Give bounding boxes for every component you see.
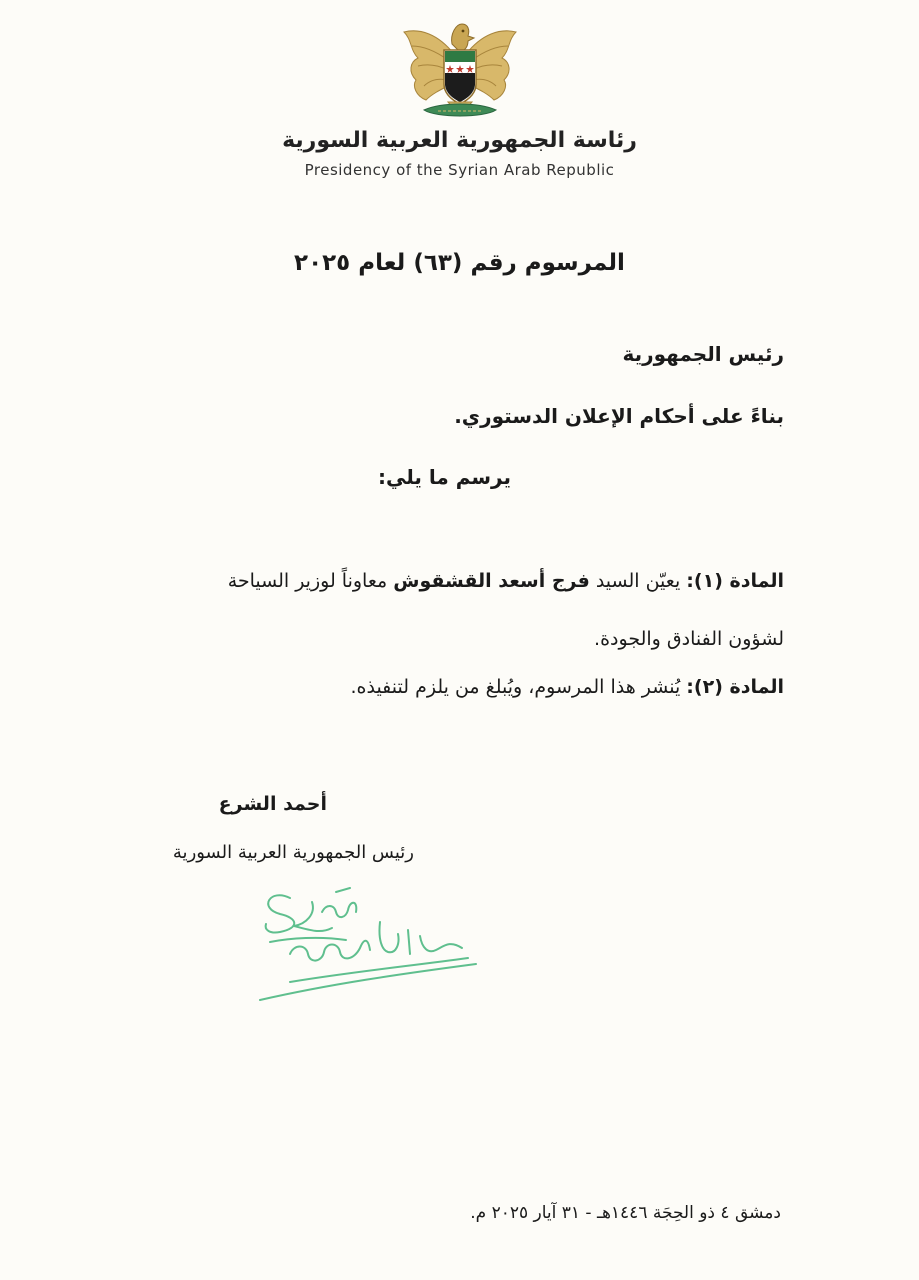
presidency-title-arabic: رئاسة الجمهورية العربية السورية [282,128,637,153]
decree-title: المرسوم رقم (٦٣) لعام ٢٠٢٥ [294,250,625,276]
article-2-text: يُنشر هذا المرسوم، ويُبلغ من يلزم لتنفيذه. [350,676,681,698]
article-1 [179,552,784,668]
article-2-label: المادة (٢): [686,676,784,698]
article-1-text-after: معاوناً لوزير السياحة لشؤون الفنادق والجودة. [227,570,784,650]
article-2 [350,676,784,698]
appointee-name: فرج أسعد القشقوش [393,570,590,592]
handwritten-signature [250,878,480,1008]
signatory-name: أحمد الشرع [218,793,327,815]
presidency-title-english: Presidency of the Syrian Arab Republic [304,161,615,179]
president-heading: رئيس الجمهورية [622,342,784,366]
signatory-title: رئيس الجمهورية العربية السورية [172,842,414,863]
article-1-label: المادة (١): [686,570,784,592]
article-1-text-before: يعيّن السيد [595,570,681,592]
decrees-clause: يرسم ما يلي: [377,465,511,489]
issue-date: دمشق ٤ ذو الحِجَة ١٤٤٦هـ - ٣١ آيار ٢٠٢٥ م. [470,1203,781,1223]
syrian-eagle-emblem-icon [398,14,522,126]
based-on-clause: بناءً على أحكام الإعلان الدستوري. [454,404,784,428]
